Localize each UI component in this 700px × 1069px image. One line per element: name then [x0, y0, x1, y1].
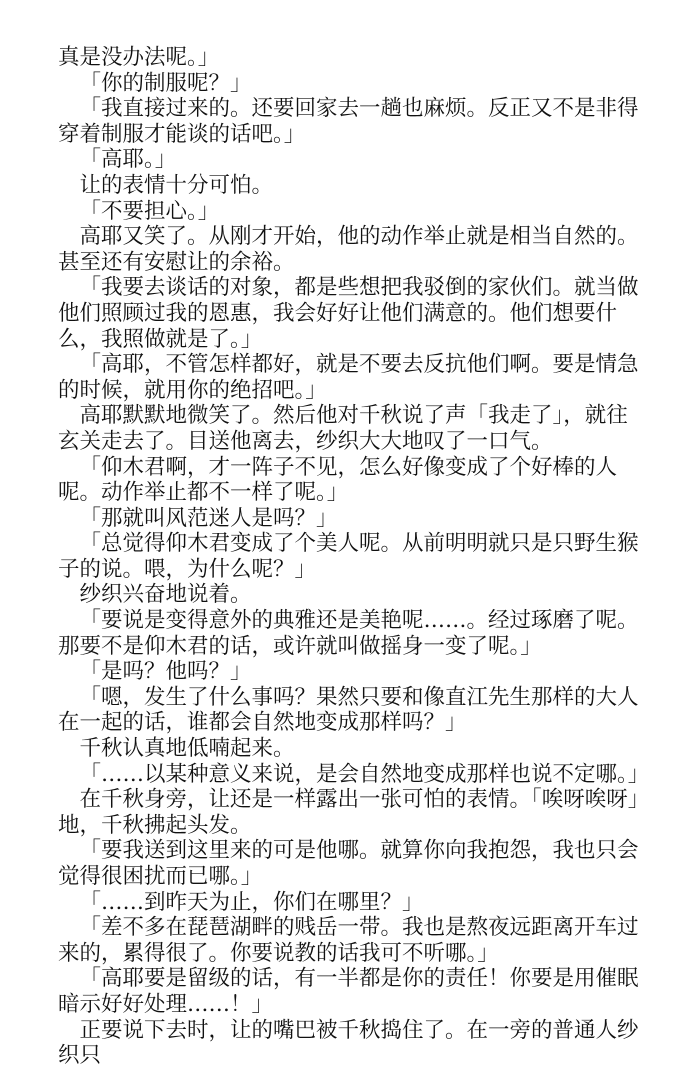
paragraph: 「高耶要是留级的话，有一半都是你的责任！你要是用催眠暗示好好处理……！」 [58, 966, 639, 1017]
paragraph: 「嗯，发生了什么事吗？果然只要和像直江先生那样的大人在一起的话，谁都会自然地变成那样吗？」 [58, 684, 639, 736]
paragraph: 正要说下去时，让的嘴巴被千秋捣住了。在一旁的普通人纱织只 [58, 1017, 639, 1069]
paragraph: 「是吗？他吗？」 [79, 659, 252, 685]
paragraph: 「……以某种意义来说，是会自然地变成那样也说不定哪。」 [79, 761, 650, 787]
paragraph: 纱织兴奋地说着。 [79, 582, 252, 608]
paragraph: 真是没办法呢。」 [58, 45, 220, 70]
paragraph: 「总觉得仰木君变成了个美人呢。从前明明就只是只野生猴子的说。喂，为什么呢？」 [58, 531, 639, 582]
paragraph: 「差不多在琵琶湖畔的贱岳一带。我也是熬夜远距离开车过来的，累得很了。你要说教的话我可不听哪。」 [58, 915, 639, 966]
paragraph: 「……到昨天为止，你们在哪里？」 [79, 889, 424, 915]
paragraph: 「要我送到这里来的可是他哪。就算你向我抱怨，我也只会觉得很困扰而已哪。」 [58, 838, 639, 889]
paragraph: 「我要去谈话的对象，都是些想把我驳倒的家伙们。就当做他们照顾过我的恩惠，我会好好让他们满意的。他们想要什么，我照做就是了。」 [58, 275, 639, 352]
paragraph: 「我直接过来的。还要回家去一趟也麻烦。反正又不是非得穿着制服才能谈的话吧。」 [58, 96, 639, 147]
paragraph: 「不要担心。」 [79, 198, 220, 224]
paragraph: 高耶又笑了。从刚才开始，他的动作举止就是相当自然的。甚至还有安慰让的余裕。 [58, 224, 639, 275]
paragraph: 让的表情十分可怕。 [79, 172, 274, 198]
paragraph: 在千秋身旁，让还是一样露出一张可怕的表情。「唉呀唉呀」地，千秋拂起头发。 [58, 787, 639, 838]
document-page [58, 45, 650, 1069]
paragraph: 「那就叫风范迷人是吗？」 [79, 505, 338, 531]
paragraph: 「要说是变得意外的典雅还是美艳呢……。经过琢磨了呢。那要不是仰木君的话，或许就叫做摇身一变了呢。」 [58, 608, 639, 659]
paragraph: 「高耶。」 [79, 147, 177, 173]
paragraph: 高耶默默地微笑了。然后他对千秋说了声「我走了」，就往玄关走去了。目送他离去，纱织大大地叹了一口气。 [58, 403, 628, 454]
paragraph: 「仰木君啊，才一阵子不见，怎么好像变成了个好棒的人呢。动作举止都不一样了呢。」 [58, 454, 618, 506]
paragraph: 「你的制服呢？」 [79, 70, 252, 96]
paragraph: 千秋认真地低喃起来。 [79, 736, 295, 762]
paragraph: 「高耶，不管怎样都好，就是不要去反抗他们啊。要是情急的时候，就用你的绝招吧。」 [58, 352, 639, 403]
